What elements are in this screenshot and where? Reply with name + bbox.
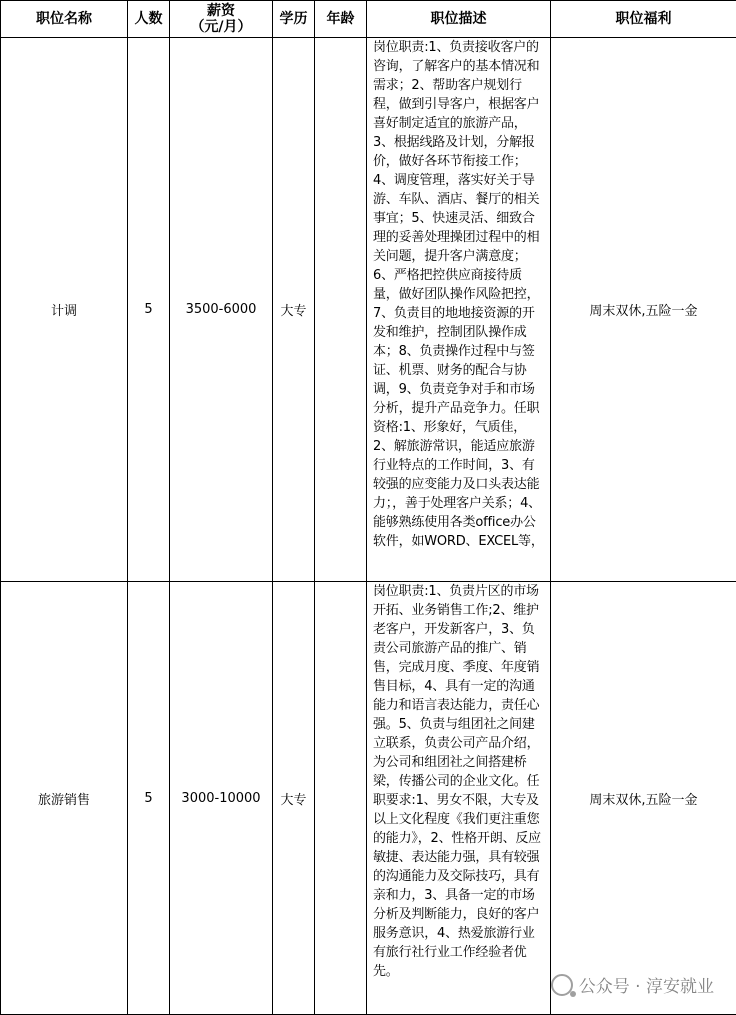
- header-education: 学历: [273, 1, 315, 38]
- header-row: [1, 1, 736, 38]
- watermark-text: 公众号 · 淳安就业: [578, 977, 714, 997]
- cell-education: 大专: [273, 582, 315, 1015]
- table-row: [1, 582, 736, 1015]
- watermark: [551, 972, 714, 997]
- cell-count: 5: [128, 582, 170, 1015]
- cell-benefits: 周末双休,五险一金: [551, 582, 736, 1015]
- cell-salary: 3500-6000: [170, 38, 273, 582]
- header-age: 年龄: [315, 1, 367, 38]
- cell-description: [367, 38, 551, 582]
- cell-age: [315, 38, 367, 582]
- header-description: 职位描述: [367, 1, 551, 38]
- cell-position: 计调: [1, 38, 128, 582]
- cell-education: 大专: [273, 38, 315, 582]
- wechat-icon: [551, 974, 573, 996]
- description-text: 岗位职责:1、负责接收客户的咨询，了解客户的基本情况和需求；2、帮助客户规划行程，做到引导客户，根据客户喜好制定适宜的旅游产品，3、根据线路及计划，分解报价，做好各环节衔接工作；4、调度管理，落实好关于导游、车队、酒店、餐厅的相关事宜；5、快速灵活、细致合理的妥善处理操团过程中的相关问题，提升客户满意度；6、严格把控供应商接待质量，做好团队操作风险把控，7、负责目的地地接资源的开发和维护，控制团队操作成本；8、负责操作过程中与签证、机票、财务的配合与协调，9、负责竞争对手和市场分析，提升产品竞争力。任职资格:1、形象好，气质佳，2、解旅游常识，能适应旅游行业特点的工作时间，3、有较强的应变能力及口头表达能力；，善于处理客户关系；4、能够熟练使用各类office办公软件，如WORD、EXCEL等，: [373, 40, 544, 549]
- cell-salary: 3000-10000: [170, 582, 273, 1015]
- cell-benefits: 周末双休,五险一金: [551, 38, 736, 582]
- description-text: 岗位职责:1、负责片区的市场开拓、业务销售工作;2、维护老客户，开发新客户，3、负责公司旅游产品的推广、销售，完成月度、季度、年度销售目标，4、具有一定的沟通能力和语言表达能力，责任心强。5、负责与组团社之间建立联系，负责公司产品介绍，为公司和组团社之间搭建桥梁，传播公司的企业文化。任职要求:1、男女不限，大专及以上文化程度《我们更注重您的能力》，2、性格开朗、反应敏捷、表达能力强，具有较强的沟通能力及交际技巧，具有亲和力，3、具备一定的市场分析及判断能力，良好的客户服务意识，4、热爱旅游行业有旅行社行业工作经验者优先。: [373, 584, 541, 979]
- header-salary-line2: （元/月）: [190, 19, 252, 35]
- header-count: 人数: [128, 1, 170, 38]
- cell-count: 5: [128, 38, 170, 582]
- cell-age: [315, 582, 367, 1015]
- header-position: 职位名称: [1, 1, 128, 38]
- cell-position: 旅游销售: [1, 582, 128, 1015]
- cell-description: [367, 582, 551, 1015]
- header-benefits: 职位福利: [551, 1, 736, 38]
- header-salary: [170, 1, 273, 38]
- header-salary-line1: 薪资: [207, 3, 235, 19]
- table-row: [1, 38, 736, 582]
